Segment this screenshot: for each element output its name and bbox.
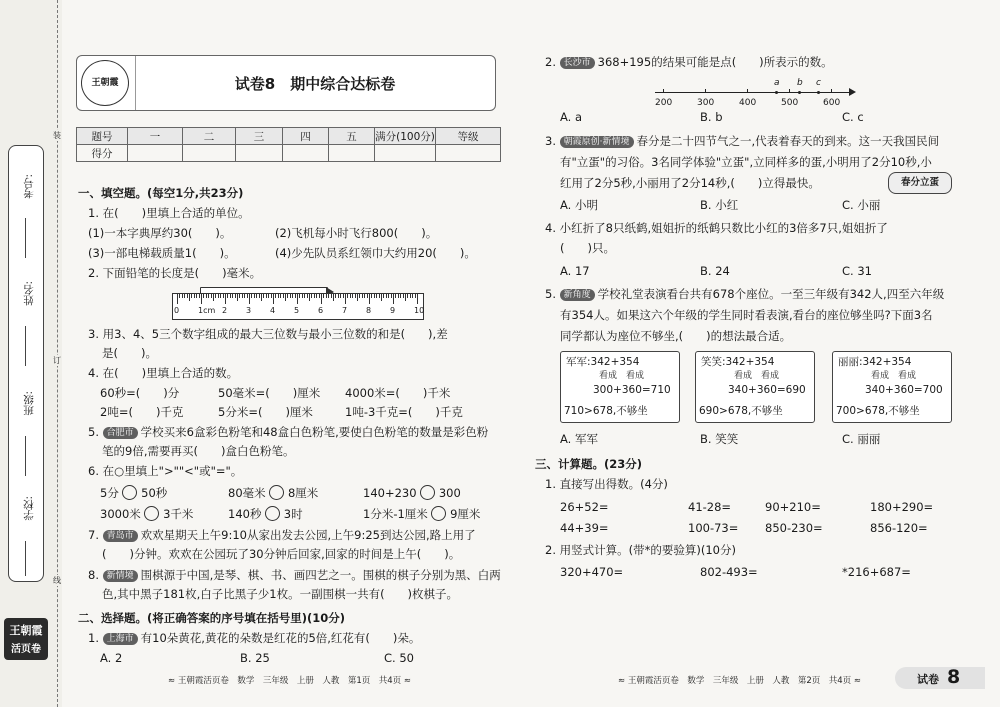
ruler-tick <box>367 294 368 298</box>
score-input[interactable] <box>329 145 375 162</box>
cut-mark-1: 装 <box>53 131 61 140</box>
choice-4-line2: ( )只。 <box>560 241 615 255</box>
page-badge-number: 8 <box>947 666 961 688</box>
ruler-tick <box>417 294 418 304</box>
ruler-tick <box>273 294 274 304</box>
ruler-tick <box>359 294 360 298</box>
ruler-tick <box>340 294 341 298</box>
question-3-line1: 3. 用3、4、5三个数字组成的最大三位数与最小三位数的和是( ),差 <box>88 327 448 341</box>
compare-circle[interactable] <box>144 506 159 521</box>
ruler-tick <box>251 294 252 298</box>
cut-mark-2: 订 <box>53 356 61 365</box>
compare-right: 50秒 <box>141 486 168 500</box>
class-line <box>25 436 26 476</box>
number-line-label: 500 <box>781 98 799 108</box>
ruler-tick <box>244 294 245 298</box>
cut-mark-3: 线 <box>53 576 61 585</box>
ruler-tick <box>215 294 216 298</box>
c3-text: 春分是二十四节气之一,代表着春天的到来。这一天我国民间 <box>636 134 940 148</box>
region-tag: 长沙市 <box>560 57 595 69</box>
ruler-tick <box>311 294 312 298</box>
choice-3-line1: 3. 朝霞原创·新情境 春分是二十四节气之一,代表着春天的到来。这一天我国民间 <box>545 134 940 148</box>
method-estimate: 300+360=710 <box>593 384 671 396</box>
q8-text: 围棋源于中国,是琴、棋、书、画四艺之一。围棋的棋子分别为黑、白两 <box>140 568 501 582</box>
choice-2: 2. 长沙市 368+195的结果可能是点( )所表示的数。 <box>545 55 833 69</box>
ruler-tick <box>249 294 250 304</box>
choice-option[interactable]: C. 丽丽 <box>842 432 881 446</box>
question-1-4: (4)少先队员系红领巾大约用20( )。 <box>275 246 476 260</box>
spring-egg-stamp: 春分立蛋 <box>888 172 952 194</box>
ruler-tick <box>227 294 228 298</box>
ruler-tick <box>218 294 219 298</box>
school-line <box>25 541 26 576</box>
vertical-calc-item: *216+687= <box>842 565 911 579</box>
ruler-label: 7 <box>342 306 348 315</box>
score-cell: 得分 <box>77 145 128 162</box>
ruler-tick <box>275 294 276 298</box>
brand-sub: 活页卷 <box>11 644 41 655</box>
ruler-tick <box>179 294 180 298</box>
score-cell: 四 <box>283 128 329 145</box>
score-cell: 三 <box>236 128 283 145</box>
page-title: 试卷8 期中综合达标卷 <box>234 75 396 93</box>
number-line-point <box>798 91 801 94</box>
ruler-label: 2 <box>222 306 228 315</box>
ruler-tick <box>388 294 389 298</box>
question-4: 4. 在( )里填上合适的数。 <box>88 366 239 380</box>
score-input[interactable] <box>236 145 283 162</box>
ruler-tick <box>371 294 372 298</box>
ruler-tick <box>299 294 300 298</box>
ruler-tick <box>261 294 262 301</box>
ruler-tick <box>364 294 365 298</box>
ruler-tick <box>307 294 308 298</box>
ruler-tick <box>381 294 382 301</box>
score-input[interactable] <box>436 145 501 162</box>
ruler-tick <box>280 294 281 298</box>
number-line-tick <box>663 89 664 93</box>
q5-text: 学校买来6盒彩色粉笔和48盒白色粉笔,要使白色粉笔的数量是彩色粉 <box>140 425 489 439</box>
calc-item: 26+52= <box>560 500 609 514</box>
choice-option[interactable]: B. 小红 <box>700 198 739 212</box>
ruler-label: 1cm <box>198 306 216 315</box>
ruler-tick <box>343 294 344 298</box>
ruler-tick <box>259 294 260 298</box>
compare-item <box>363 485 461 500</box>
ruler-tick <box>309 294 310 301</box>
ruler-tick <box>239 294 240 298</box>
score-cell: 一 <box>128 128 183 145</box>
ruler-tick <box>412 294 413 298</box>
ruler-label: 3 <box>246 306 252 315</box>
ruler-tick <box>323 294 324 298</box>
choice-option[interactable]: B. 笑笑 <box>700 432 739 446</box>
compare-item <box>228 485 318 500</box>
score-input[interactable] <box>183 145 236 162</box>
student-method-box <box>560 351 680 423</box>
ruler-tick <box>292 294 293 298</box>
calc-item: 44+39= <box>560 521 609 535</box>
region-tag: 朝霞原创·新情境 <box>560 136 634 148</box>
calc-item: 850-230= <box>765 521 823 535</box>
section-3-title: 三、计算题。(23分) <box>535 457 643 471</box>
compare-left: 140+230 <box>363 486 417 500</box>
compare-left: 1分米-1厘米 <box>363 507 428 521</box>
score-input[interactable] <box>375 145 436 162</box>
ruler-tick <box>196 294 197 298</box>
question-7-line1: 7. 青岛市 欢欢星期天上午9:10从家出发去公园,上午9:25到达公园,路上用了 <box>88 528 476 542</box>
ruler-tick <box>225 294 226 304</box>
question-1-2: (2)飞机每小时飞行800( )。 <box>275 226 438 240</box>
ruler-tick <box>213 294 214 301</box>
score-cell: 二 <box>183 128 236 145</box>
ruler-label: 8 <box>366 306 372 315</box>
choice-option[interactable]: A. 17 <box>560 264 590 278</box>
choice-3-line3: 红用了2分5秒,小丽用了2分14秒,( )立得最快。 <box>560 176 820 190</box>
score-input[interactable] <box>283 145 329 162</box>
ruler-label: 6 <box>318 306 324 315</box>
brand-logo <box>4 618 48 660</box>
number-line-point <box>817 91 820 94</box>
ruler-tick <box>247 294 248 298</box>
choice-4-line1: 4. 小红折了8只纸鹤,姐姐折的纸鹤只数比小红的3倍多7只,姐姐折了 <box>545 221 888 235</box>
ruler-tick <box>263 294 264 298</box>
question-5-line1: 5. 合肥市 学校买来6盒彩色粉笔和48盒白色粉笔,要使白色粉笔的数量是彩色粉 <box>88 425 489 439</box>
method-estimate: 340+360=690 <box>728 384 806 396</box>
right-page-footer: ≈ 王朝霞活页卷 数学 三年级 上册 人教 第2页 共4页 ≈ <box>618 676 861 686</box>
ruler-label: 0 <box>174 306 180 315</box>
number-line-label: 600 <box>823 98 841 108</box>
ruler-tick <box>206 294 207 298</box>
method-conclusion: 710>678,不够坐 <box>564 405 648 417</box>
ruler-tick <box>295 294 296 298</box>
school-label: 学校: <box>23 496 35 521</box>
ruler-tick <box>232 294 233 298</box>
ruler-tick <box>211 294 212 298</box>
ruler-tick <box>352 294 353 298</box>
ruler-tick <box>357 294 358 301</box>
compare-left: 140秒 <box>228 507 262 521</box>
number-line-tick <box>831 89 832 93</box>
number-line-tick <box>789 89 790 93</box>
ruler-tick <box>182 294 183 298</box>
score-cell: 题号 <box>77 128 128 145</box>
choice-1: 1. 上海市 有10朵黄花,黄花的朵数是红花的5倍,红花有( )朵。 <box>88 631 421 645</box>
compare-right: 8厘米 <box>287 486 319 500</box>
ruler-tick <box>338 294 339 298</box>
question-1-3: (3)一部电梯载质量1( )。 <box>88 246 236 260</box>
ruler-figure <box>172 293 424 320</box>
compare-item <box>228 506 303 521</box>
ruler-label: 5 <box>294 306 300 315</box>
compare-item <box>363 506 480 521</box>
choice-option[interactable]: B. b <box>700 110 723 124</box>
c2-text: 368+195的结果可能是点( )所表示的数。 <box>597 55 833 69</box>
vertical-calc-item: 320+470= <box>560 565 624 579</box>
choice-5-line3: 同学都认为座位不够坐,( )的想法最合适。 <box>560 329 792 343</box>
ruler-tick <box>345 294 346 304</box>
number-line-tick <box>705 89 706 93</box>
number-line-label: 300 <box>697 98 715 108</box>
region-tag: 青岛市 <box>103 530 138 542</box>
ruler-tick <box>199 294 200 298</box>
ruler-tick <box>386 294 387 298</box>
score-cell: 等级 <box>436 128 501 145</box>
seal-text: 王朝霞 <box>91 78 119 88</box>
choice-option[interactable]: C. 31 <box>842 264 872 278</box>
score-input[interactable] <box>128 145 183 162</box>
c1-text: 有10朵黄花,黄花的朵数是红花的5倍,红花有( )朵。 <box>140 631 421 645</box>
calc-item: 41-28= <box>688 500 732 514</box>
vertical-calc-item: 802-493= <box>700 565 758 579</box>
left-page-footer: ≈ 王朝霞活页卷 数学 三年级 上册 人教 第1页 共4页 ≈ <box>168 676 411 686</box>
compare-circle[interactable] <box>269 485 284 500</box>
page-badge <box>895 667 985 689</box>
ruler-tick <box>331 294 332 298</box>
question-2: 2. 下面铅笔的长度是( )毫米。 <box>88 266 262 280</box>
compare-circle[interactable] <box>122 485 137 500</box>
ruler-label: 9 <box>390 306 396 315</box>
number-line-arrow <box>849 88 856 96</box>
ruler-tick <box>201 294 202 304</box>
c5-text: 学校礼堂表演看台共有678个座位。一至三年级有342人,四至六年级 <box>597 287 945 301</box>
compare-left: 80毫米 <box>228 486 266 500</box>
compare-left: 5分 <box>100 486 119 500</box>
name-label: 姓名: <box>23 281 35 306</box>
method-expression: 丽丽:342+354 <box>838 356 912 368</box>
compare-right: 300 <box>438 486 461 500</box>
ruler-tick <box>285 294 286 301</box>
ruler-tick <box>278 294 279 298</box>
choice-option[interactable]: C. 50 <box>384 651 414 665</box>
compare-item <box>100 506 193 521</box>
student-method-box <box>695 351 815 423</box>
q4-item: 4000米=( )千米 <box>345 386 451 400</box>
ruler-tick <box>203 294 204 298</box>
method-arrows: 看成 看成 <box>734 371 780 381</box>
ruler-label: 10 <box>414 306 425 315</box>
method-arrows: 看成 看成 <box>599 371 645 381</box>
number-line-point-label: c <box>816 78 821 88</box>
choice-option[interactable]: C. c <box>842 110 864 124</box>
ruler-tick <box>391 294 392 298</box>
ruler-tick <box>398 294 399 298</box>
question-6: 6. 在○里填上">""<"或"="。 <box>88 464 243 478</box>
ruler-tick <box>290 294 291 298</box>
ruler-tick <box>403 294 404 298</box>
score-cell: 五 <box>329 128 375 145</box>
number-line-point <box>775 91 778 94</box>
calc-item: 90+210= <box>765 500 821 514</box>
ruler-tick <box>393 294 394 304</box>
choice-option[interactable]: A. 军军 <box>560 432 598 446</box>
ruler-tick <box>405 294 406 301</box>
student-info-box <box>8 145 44 582</box>
ruler-tick <box>369 294 370 304</box>
number-line-label: 200 <box>655 98 673 108</box>
ruler-tick <box>223 294 224 298</box>
ruler-tick <box>235 294 236 298</box>
choice-5-line1: 5. 新角度 学校礼堂表演看台共有678个座位。一至三年级有342人,四至六年级 <box>545 287 945 301</box>
ruler-tick <box>383 294 384 298</box>
calc-item: 100-73= <box>688 521 739 535</box>
cut-line <box>57 0 58 707</box>
ruler-tick <box>184 294 185 298</box>
ruler-tick <box>287 294 288 298</box>
choice-option[interactable]: B. 25 <box>240 651 270 665</box>
question-8-line2: 色,其中黑子181枚,白子比黑子少1枚。一副围棋一共有( )枚棋子。 <box>102 587 459 601</box>
ruler-tick <box>321 294 322 304</box>
ruler-tick <box>335 294 336 298</box>
question-8-line1: 8. 新情境 围棋源于中国,是琴、棋、书、画四艺之一。围棋的棋子分别为黑、白两 <box>88 568 501 582</box>
ruler-label: 4 <box>270 306 276 315</box>
ruler-tick <box>220 294 221 298</box>
ruler-tick <box>191 294 192 298</box>
ruler-tick <box>374 294 375 298</box>
q4-item: 2吨=( )千克 <box>100 405 184 419</box>
ruler-tick <box>415 294 416 298</box>
number-line-label: 400 <box>739 98 757 108</box>
compare-circle[interactable] <box>420 485 435 500</box>
ruler-tick <box>350 294 351 298</box>
brand-name: 王朝霞 <box>9 624 43 637</box>
title-banner <box>76 55 496 111</box>
section-2-title: 二、选择题。(将正确答案的序号填在括号里)(10分) <box>78 611 346 625</box>
q7-text: 欢欢星期天上午9:10从家出发去公园,上午9:25到达公园,路上用了 <box>140 528 476 542</box>
ruler-tick <box>187 294 188 298</box>
number-line-point-label: a <box>774 78 780 88</box>
q4-item: 50毫米=( )厘米 <box>218 386 321 400</box>
seal-logo <box>81 60 129 106</box>
ruler-tick <box>189 294 190 301</box>
exam-number-line <box>25 218 26 258</box>
ruler-tick <box>297 294 298 304</box>
choice-3-line2: 有"立蛋"的习俗。3名同学体验"立蛋",立同样多的蛋,小明用了2分10秒,小 <box>560 155 932 169</box>
question-5-line2: 笔的9倍,需要再买( )盒白色粉笔。 <box>102 444 295 458</box>
ruler-tick <box>177 294 178 304</box>
ruler-tick <box>194 294 195 298</box>
compare-circle[interactable] <box>265 506 280 521</box>
ruler-tick <box>316 294 317 298</box>
student-method-box <box>832 351 952 423</box>
exam-number-label: 考号: <box>23 174 35 199</box>
compare-left: 3000米 <box>100 507 141 521</box>
ruler-tick <box>379 294 380 298</box>
ruler-tick <box>256 294 257 298</box>
score-cell: 满分(100分) <box>375 128 436 145</box>
method-conclusion: 700>678,不够坐 <box>836 405 920 417</box>
compare-item <box>100 485 167 500</box>
compare-right: 3时 <box>283 507 303 521</box>
name-line <box>25 326 26 366</box>
ruler-tick <box>326 294 327 298</box>
ruler-tick <box>355 294 356 298</box>
class-label: 班级: <box>23 391 35 416</box>
question-7-line2: ( )分钟。欢欢在公园玩了30分钟后回家,回家的时间是上午( )。 <box>102 547 461 561</box>
ruler-tick <box>400 294 401 298</box>
ruler-tick <box>328 294 329 298</box>
ruler-tick <box>410 294 411 298</box>
ruler-tick <box>302 294 303 298</box>
method-estimate: 340+360=700 <box>865 384 943 396</box>
ruler-tick <box>347 294 348 298</box>
ruler-tick <box>314 294 315 298</box>
compare-circle[interactable] <box>431 506 446 521</box>
calc-item: 856-120= <box>870 521 928 535</box>
region-tag: 合肥市 <box>103 427 138 439</box>
choice-option[interactable]: B. 24 <box>700 264 730 278</box>
calc-item: 180+290= <box>870 500 934 514</box>
ruler-tick <box>254 294 255 298</box>
ruler-tick <box>268 294 269 298</box>
ruler-tick <box>230 294 231 298</box>
section-1-title: 一、填空题。(每空1分,共23分) <box>78 186 244 200</box>
question-1-1: (1)一本字典厚约30( )。 <box>88 226 232 240</box>
ruler-tick <box>319 294 320 298</box>
choice-5-line2: 有354人。如果这六个年级的学生同时看表演,看台的座位够坐吗?下面3名 <box>560 308 933 322</box>
ruler-tick <box>237 294 238 301</box>
ruler-tick <box>395 294 396 298</box>
region-tag: 新角度 <box>560 289 595 301</box>
ruler-tick <box>266 294 267 298</box>
compare-right: 9厘米 <box>450 507 481 521</box>
ruler-tick <box>208 294 209 298</box>
method-expression: 军军:342+354 <box>566 356 640 368</box>
number-line-point-label: b <box>797 78 803 88</box>
ruler-tick <box>242 294 243 298</box>
ruler-tick <box>283 294 284 298</box>
page-badge-label: 试卷 <box>917 673 939 686</box>
ruler-tick <box>304 294 305 298</box>
score-header-row <box>77 128 501 145</box>
method-expression: 笑笑:342+354 <box>701 356 775 368</box>
region-tag: 上海市 <box>103 633 138 645</box>
score-table <box>76 127 501 162</box>
ruler-tick <box>376 294 377 298</box>
score-value-row <box>77 145 501 162</box>
ruler-tick <box>271 294 272 298</box>
region-tag: 新情境 <box>103 570 138 582</box>
ruler-tick <box>407 294 408 298</box>
compare-right: 3千米 <box>163 507 194 521</box>
q4-item: 5分米=( )厘米 <box>218 405 313 419</box>
ruler-tick <box>362 294 363 298</box>
choice-option[interactable]: A. a <box>560 110 583 124</box>
number-line-tick <box>747 89 748 93</box>
number-line <box>655 78 850 108</box>
q4-item: 1吨-3千克=( )千克 <box>345 405 463 419</box>
ruler-tick <box>333 294 334 301</box>
question-3-line2: 是( )。 <box>102 346 157 360</box>
question-1: 1. 在( )里填上合适的单位。 <box>88 206 250 220</box>
choice-option[interactable]: C. 小丽 <box>842 198 881 212</box>
q4-item: 60秒=( )分 <box>100 386 180 400</box>
method-arrows: 看成 看成 <box>871 371 917 381</box>
method-conclusion: 690>678,不够坐 <box>699 405 783 417</box>
choice-option[interactable]: A. 小明 <box>560 198 598 212</box>
choice-option[interactable]: A. 2 <box>100 651 123 665</box>
calc-question-2: 2. 用竖式计算。(带*的要验算)(10分) <box>545 543 736 557</box>
calc-question-1: 1. 直接写出得数。(4分) <box>545 477 668 491</box>
